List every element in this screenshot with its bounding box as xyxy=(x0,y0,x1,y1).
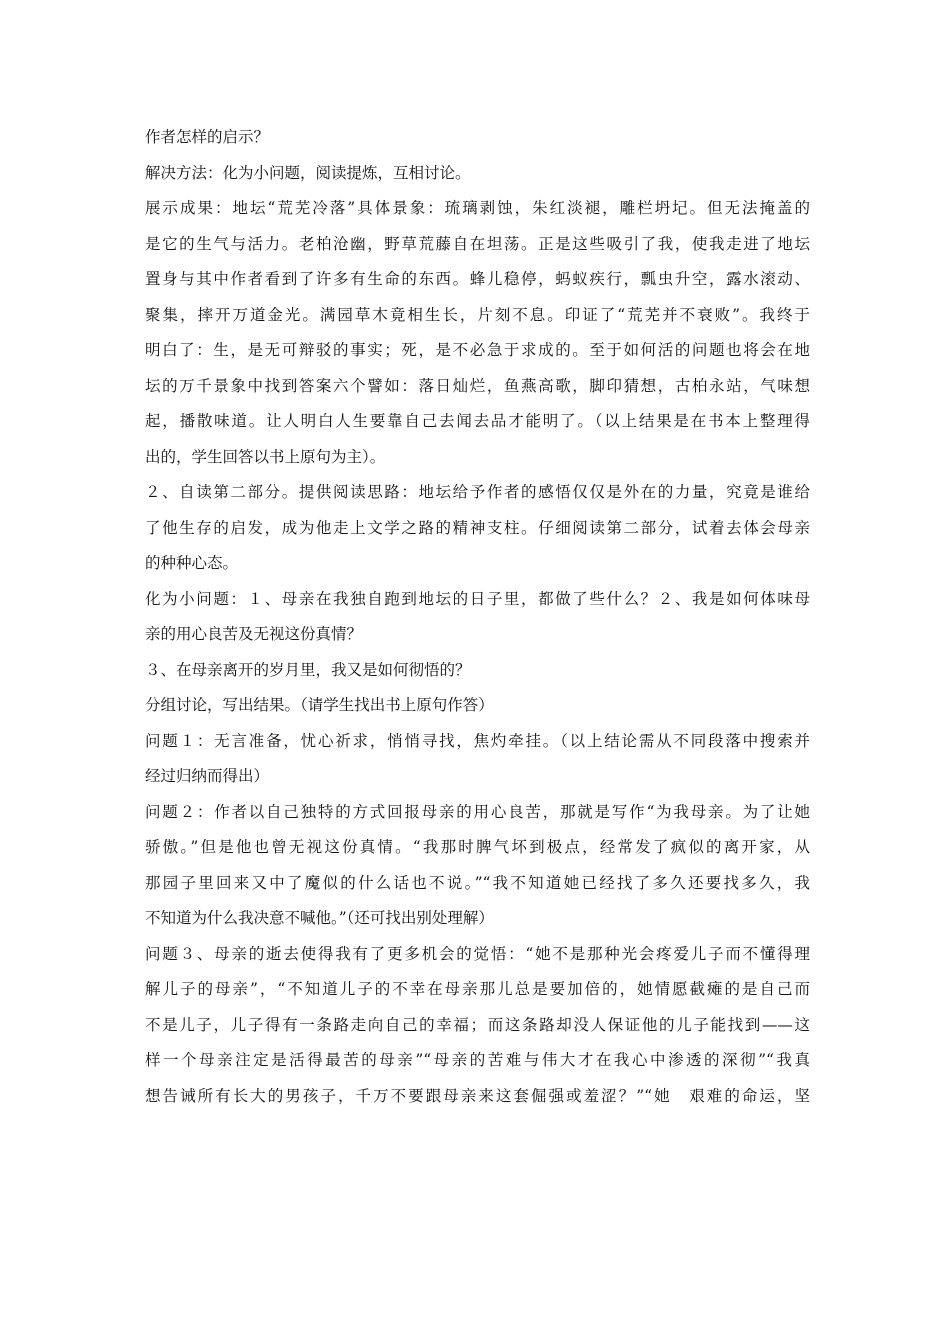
text-line: 亲的用心良苦及无视这份真情？ xyxy=(145,625,363,643)
text-line: 置身与其中作者看到了许多有生命的东西。蜂儿稳停，蚂蚁疾行，瓢虫升空，露水滚动、 xyxy=(145,270,810,288)
text-line: 那园子里回来又中了魔似的什么话也不说。”“我不知道她已经找了多久还要找多久，我 xyxy=(145,873,810,892)
document-body xyxy=(145,120,810,1114)
text-line: 解决方法：化为小问题，阅读提炼，互相讨论。 xyxy=(145,163,471,182)
text-line: 是它的生气与活力。老柏沧幽，野草荒藤自在坦荡。正是这些吸引了我，使我走进了地坛 xyxy=(145,234,810,253)
text-line: 聚集，摔开万道金光。满园草木竟相生长，片刻不息。印证了“荒芜并不衰败”。我终于 xyxy=(145,305,810,324)
text-line: 分组讨论，写出结果。（请学生找出书上原句作答） xyxy=(145,696,494,714)
text-line: 出的，学生回答以书上原句为主）。 xyxy=(145,447,386,466)
text-line: 想告诫所有长大的男孩子，千万不要跟母亲来这套倔强或羞涩？”“她 艰难的命运，坚 xyxy=(145,1086,810,1105)
text-line: 明白了：生，是无可辩驳的事实；死，是不必急于求成的。至于如何活的问题也将会在地 xyxy=(145,341,810,359)
text-line: 问题２：作者以自己独特的方式回报母亲的用心良苦，那就是写作“为我母亲。为了让她 xyxy=(145,802,810,821)
text-line: 化为小问题：１、母亲在我独自跑到地坛的日子里，都做了些什么？２、我是如何体味母 xyxy=(145,589,810,608)
text-line: 问题３、母亲的逝去使得我有了更多机会的觉悟：“她不是那种光会疼爱儿子而不懂得理 xyxy=(145,944,810,963)
text-line: 不知道为什么我决意不喊他。”（还可找出别处理解） xyxy=(145,909,494,927)
text-line: 经过归纳而得出） xyxy=(145,767,270,785)
text-line: 解儿子的母亲”，“不知道儿子的不幸在母亲那儿总是要加倍的，她情愿截瘫的是自己而 xyxy=(145,980,810,998)
text-line: 坛的万千景象中找到答案六个譬如：落日灿烂，鱼燕高歌，脚印猜想，古柏永站，气味想 xyxy=(145,376,810,395)
text-line: 不是儿子，儿子得有一条路走向自己的幸福；而这条路却没人保证他的儿子能找到——这 xyxy=(145,1015,810,1034)
text-line: 作者怎样的启示？ xyxy=(145,128,270,146)
text-line: 问题１：无言准备，忧心祈求，悄悄寻找，焦灼牵挂。（以上结论需从不同段落中搜索并 xyxy=(145,731,810,750)
text-line: ３、在母亲离开的岁月里，我又是如何彻悟的？ xyxy=(145,660,471,679)
text-line: 了他生存的启发，成为他走上文学之路的精神支柱。仔细阅读第二部分，试着去体会母亲 xyxy=(145,518,810,537)
text-line: 展示成果：地坛“荒芜冷落”具体景象：琉璃剥蚀，朱红淡褪，雕栏坍圮。但无法掩盖的 xyxy=(145,199,810,217)
text-line: ２、自读第二部分。提供阅读思路：地坛给予作者的感悟仅仅是外在的力量，究竟是谁给 xyxy=(145,483,810,501)
text-line: 起，播散味道。让人明白人生要靠自己去闻去品才能明了。（以上结果是在书本上整理得 xyxy=(145,412,810,430)
text-line: 样一个母亲注定是活得最苦的母亲”“母亲的苦难与伟大才在我心中渗透的深彻”“我真 xyxy=(145,1051,810,1069)
text-line: 骄傲。”但是他也曾无视这份真情。“我那时脾气坏到极点，经常发了疯似的离开家，从 xyxy=(145,838,810,856)
text-line: 的种种心态。 xyxy=(145,554,239,572)
